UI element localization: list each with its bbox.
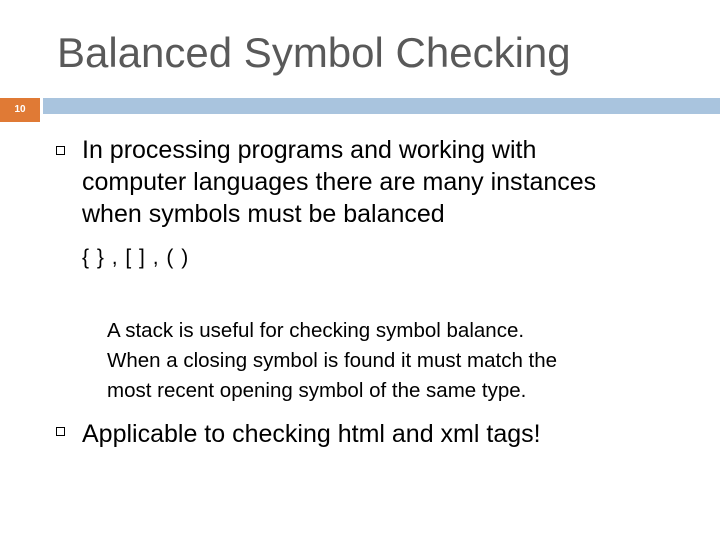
header-bar [43,98,720,114]
note-line-3: most recent opening symbol of the same type. [107,379,527,402]
bullet-text-1 [82,134,596,230]
note-line-2: When a closing symbol is found it must match the [107,349,558,372]
square-bullet-icon [56,146,65,155]
square-bullet-icon [56,427,65,436]
slide-number-badge [0,98,40,122]
stack-note [107,316,557,406]
note-line-1: A stack is useful for checking symbol balance. [107,319,525,342]
bullet-1-line-3: when symbols must be balanced [82,200,445,228]
bullet-1-line-1: In processing programs and working with [82,136,537,164]
bullet-1-line-2: computer languages there are many instances [82,168,597,196]
symbols-line: { } , [ ] , ( ) [82,246,190,269]
slide-number: 10 [14,104,26,115]
bullet-text-2: Applicable to checking html and xml tags! [82,420,541,448]
slide-title: Balanced Symbol Checking [57,29,571,76]
